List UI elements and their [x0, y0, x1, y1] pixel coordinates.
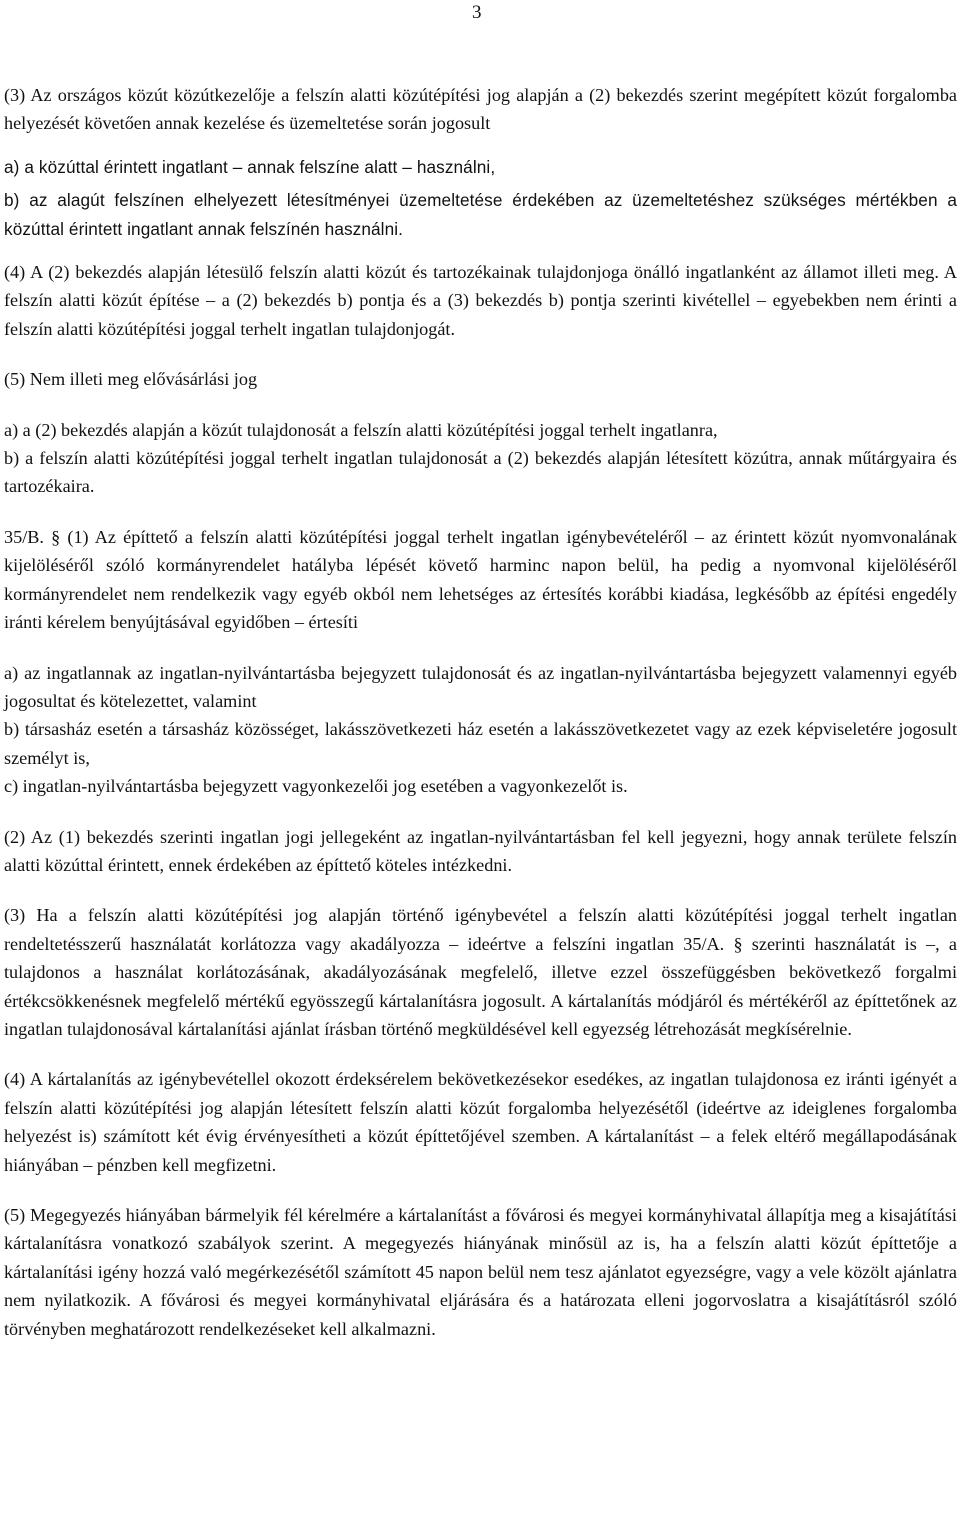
paragraph-4: (4) A (2) bekezdés alapján létesülő felszín alatti közút és tartozékainak tulajdonjoga önálló ingatlanként az államot illeti meg. A felszín alatti közút építése – a (2) bekezdés b) pontja és a (3) bekezdés b) pontja szerinti kivétellel – egyebekben nem érinti a felszín alatti közútépítési joggal terhelt ingatlan tulajdonjogát.: [4, 262, 957, 339]
page-number: 3: [472, 2, 482, 23]
document-body: [4, 81, 957, 1343]
section-35b-paragraph-3: (3) Ha a felszín alatti közútépítési jog alapján történő igénybevétel a felszín alatti közútépítési joggal terhelt ingatlan rendeltetésszerű használatát korlátozza vagy akadályozza – ideértve a felszíni ingatlan 35/A. § szerinti használatát is –, a tulajdonos a használat korlátozásának, akadályozásának megfelelő, illetve ezzel összefüggésben bekövetkező forgalmi értékcsökkenésnek megfelelő mértékű egyösszegű kártalanításra jogosult. A kártalanítás módjáról és mértékéről az építtetőnek az ingatlan tulajdonosával kártalanítási ajánlat írásban történő megküldésével kell egyezség létrehozását megkísérelnie.: [4, 905, 957, 1039]
section-35b-point-b: b) társasház esetén a társasház közösséget, lakásszövetkezeti ház esetén a lakásszövetkezetet vagy az ezek képviseletére jogosult személyt is,: [4, 719, 957, 768]
paragraph-5-point-b: b) a felszín alatti közútépítési joggal terhelt ingatlan tulajdonosát a (2) bekezdés alapján létesített közútra, annak műtárgyaira és tartozékaira.: [4, 448, 957, 497]
paragraph-3-point-b: b) az alagút felszínen elhelyezett létesítményei üzemeltetése érdekében az üzemeltetéshez szükséges mértékben a közúttal érintett ingatlant annak felszínén használni.: [4, 190, 957, 239]
paragraph-3-point-a: a) a közúttal érintett ingatlant – annak felszíne alatt – használni,: [4, 156, 496, 177]
section-35b-point-a: a) az ingatlannak az ingatlan-nyilvántartásba bejegyzett tulajdonosát és az ingatlan-nyilvántartásba bejegyzett valamennyi egyéb jogosultat és kötelezettet, valamint: [4, 662, 957, 711]
paragraph-3: (3) Az országos közút közútkezelője a felszín alatti közútépítési jog alapján a (2) bekezdés szerint megépített közút forgalomba helyezését követően annak kezelése és üzemeltetése során jogosult: [4, 85, 957, 134]
section-35b-point-c: c) ingatlan-nyilvántartásba bejegyzett vagyonkezelői jog esetében a vagyonkezelőt is.: [4, 776, 628, 797]
paragraph-5: (5) Nem illeti meg elővásárlási jog: [4, 369, 258, 390]
paragraph-5-point-a: a) a (2) bekezdés alapján a közút tulajdonosát a felszín alatti közútépítési joggal terhelt ingatlanra,: [4, 419, 718, 440]
section-35b-paragraph-1: 35/B. § (1) Az építtető a felszín alatti közútépítési joggal terhelt ingatlan igénybevételéről – az érintett közút nyomvonalának kijelöléséről szóló kormányrendelet hatályba lépését követő harminc napon belül, ha pedig a nyomvonal kijelöléséről kormányrendelet nem rendelkezik vagy egyéb okból nem lehetséges az értesítés korábbi kiadása, legkésőbb az építési engedély iránti kérelem benyújtásával egyidőben – értesíti: [4, 526, 957, 633]
section-35b-paragraph-2: (2) Az (1) bekezdés szerinti ingatlan jogi jellegeként az ingatlan-nyilvántartásban fel kell jegyezni, hogy annak területe felszín alatti közúttal érintett, ennek érdekében az építtető köteles intézkedni.: [4, 826, 957, 875]
section-35b-paragraph-4: (4) A kártalanítás az igénybevétellel okozott érdeksérelem bekövetkezésekor esedékes, az ingatlan tulajdonosa ez iránti igényét a felszín alatti közútépítési jog alapján létesített felszín alatti közút forgalomba helyezésétől (ideértve az ideiglenes forgalomba helyezést is) számított két évig érvényesítheti a közút építtetőjével szemben. A kártalanítást – a felek eltérő megállapodásának hiányában – pénzben kell megfizetni.: [4, 1069, 957, 1175]
section-35b-paragraph-5: (5) Megegyezés hiányában bármelyik fél kérelmére a kártalanítást a fővárosi és megyei kormányhivatal állapítja meg a kisajátítási kártalanításra vonatkozó szabályok szerint. A megegyezés hiányának minősül az is, ha a felszín alatti közút építtetője a kártalanítási igény hozzá való megérkezésétől számított 45 napon belül nem tesz ajánlatot egyezségre, vagy a vele közölt ajánlatra nem nyilatkozik. A fővárosi és megyei kormányhivatal eljárására és a határozata elleni jogorvoslatra a kisajátításról szóló törvényben meghatározott rendelkezéseket kell alkalmazni.: [4, 1205, 957, 1339]
